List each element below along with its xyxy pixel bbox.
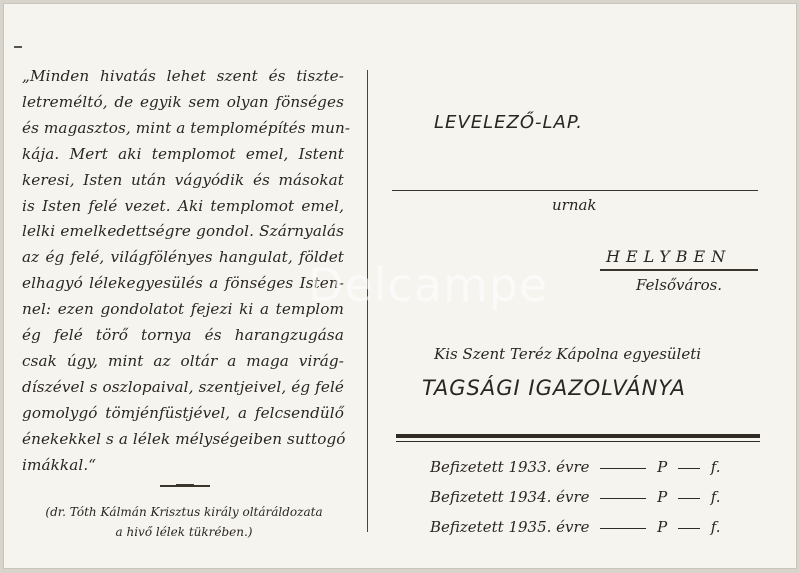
double-rule-thick <box>396 434 760 438</box>
quote-line: is Isten felé vezet. Aki templomot emel, <box>22 196 344 215</box>
recipient-suffix: urnak <box>552 196 597 214</box>
organization-name: Kis Szent Teréz Kápolna egyesületi <box>434 345 702 363</box>
payment-year: 1933. évre <box>508 458 590 476</box>
payment-year: 1935. évre <box>508 518 590 536</box>
quote-line: az ég felé, világfölényes hangulat, földet <box>22 248 344 267</box>
payment-blank <box>678 498 700 499</box>
quote-line: „Minden hivatás lehet szent és tiszte- <box>22 67 344 85</box>
payment-filler: f. <box>710 458 721 476</box>
recipient-line <box>392 190 758 191</box>
quote-line: gomolygó tömjénfüstjével, a felcsendülő <box>22 403 344 422</box>
payment-row <box>430 518 721 536</box>
payment-blank <box>600 528 646 529</box>
quote-line: keresi, Isten után vágyódik és másokat <box>22 170 344 189</box>
quote-line: ég felé törő tornya és harangzugása <box>22 326 344 345</box>
payment-blank <box>600 498 646 499</box>
quote-line: letreméltó, de egyik sem olyan fönséges <box>22 92 344 111</box>
payment-pengo: P <box>657 488 668 506</box>
payment-label: Befizetett <box>430 518 504 536</box>
payment-label: Befizetett <box>430 458 504 476</box>
quote-line: énekekkel s a lélek mélységeiben suttogó <box>22 429 346 448</box>
locality-underline <box>600 269 758 271</box>
double-rule-thin <box>396 441 760 442</box>
quote-line: díszével s oszlopaival, szentjeivel, ég felé <box>22 377 344 396</box>
payment-row <box>430 458 721 476</box>
quote-line: kája. Mert aki templomot emel, Istent <box>22 144 344 163</box>
quote-text <box>22 64 351 479</box>
quote-line: imákkal.“ <box>22 455 97 474</box>
quote-line: elhagyó lélekegyesülés a fönséges Isten- <box>22 274 344 293</box>
membership-title: TAGSÁGI IGAZOLVÁNYA <box>422 376 686 400</box>
quote-line: és magasztos, mint a templomépítés mun- <box>22 118 351 137</box>
payment-year: 1934. évre <box>508 488 590 506</box>
postcard <box>3 3 797 569</box>
postcard-title: LEVELEZŐ-LAP. <box>434 112 583 133</box>
watermark: Delcampe <box>308 258 549 312</box>
city-name: Felsőváros. <box>636 276 723 294</box>
payment-blank <box>678 468 700 469</box>
payment-pengo: P <box>657 458 668 476</box>
quote-line: csak úgy, mint az oltár a maga virág- <box>22 351 344 370</box>
payment-filler: f. <box>710 518 721 536</box>
locality-label: HELYBEN <box>606 247 732 266</box>
payment-filler: f. <box>710 488 721 506</box>
quote-line: lelki emelkedettségre gondol. Szárnyalás <box>22 222 344 241</box>
source-line: a hivő lélek tükrében.) <box>115 525 253 539</box>
payment-blank <box>678 528 700 529</box>
payment-pengo: P <box>657 518 668 536</box>
quote-source <box>14 502 354 542</box>
payment-row <box>430 488 721 506</box>
payment-blank <box>600 468 646 469</box>
quote-line: nel: ezen gondolatot fejezi ki a templom <box>22 300 344 319</box>
payment-label: Befizetett <box>430 488 504 506</box>
corner-mark <box>14 46 22 48</box>
quote-separator <box>160 485 210 487</box>
source-line: (dr. Tóth Kálmán Krisztus király oltáráldozata <box>45 505 323 519</box>
